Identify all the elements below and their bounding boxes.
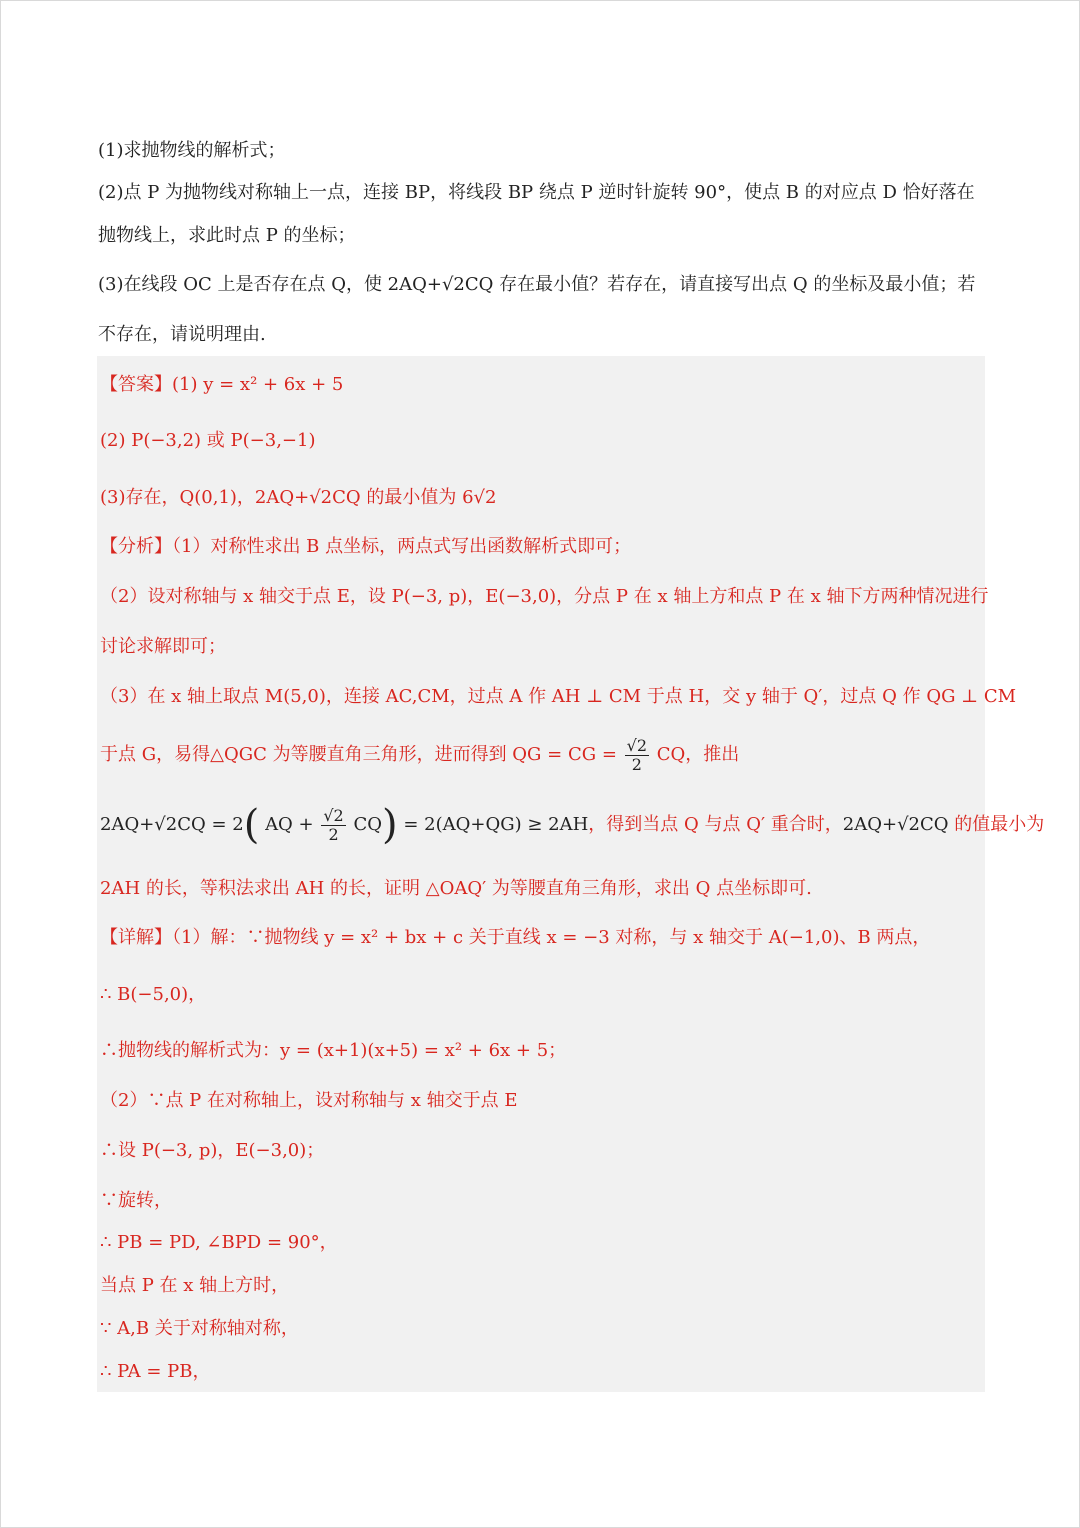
detail-8: 当点 P 在 x 轴上方时， xyxy=(100,1275,290,1296)
analysis-3-line-4: 2AH 的长，等积法求出 AH 的长，证明 △OAQ′ 为等腰直角三角形，求出 Q 点坐标即可. xyxy=(100,878,812,899)
fraction-sqrt2-over-2 xyxy=(625,737,649,774)
analysis-3-line-2-text: 于点 G，易得△QGC 为等腰直角三角形，进而得到 QG = CG = xyxy=(100,744,617,765)
answer-line-1 xyxy=(100,370,343,400)
detail-6: ∵旋转， xyxy=(100,1190,172,1211)
expr-left: 2AQ+√2CQ = 2 xyxy=(100,814,244,835)
fraction-sqrt2-over-2-inner xyxy=(321,807,345,844)
analysis-3-line-3 xyxy=(100,802,1045,848)
fraction-numerator: √2 xyxy=(323,805,344,825)
detail-line-1 xyxy=(100,923,930,953)
detail-1: （1）解：∵抛物线 y = x² + bx + c 关于直线 x = −3 对称，与 x 轴交于 A(−1,0)、B 两点， xyxy=(172,927,931,948)
expr-conclusion: ，得到当点 Q 与点 Q′ 重合时， xyxy=(588,814,843,835)
right-paren: ) xyxy=(382,802,398,848)
detail-3: ∴抛物线的解析式为：y = (x+1)(x+5) = x² + 6x + 5； xyxy=(100,1040,567,1061)
analysis-line-1 xyxy=(100,532,631,562)
expr-right: = 2(AQ+QG) ≥ 2AH xyxy=(403,814,589,835)
detail-4: （2）∵点 P 在对称轴上，设对称轴与 x 轴交于点 E xyxy=(100,1090,518,1111)
analysis-2-line-2: 讨论求解即可； xyxy=(100,636,226,657)
detail-5: ∴设 P(−3, p)，E(−3,0)； xyxy=(100,1140,325,1161)
analysis-1: （1）对称性求出 B 点坐标，两点式写出函数解析式即可； xyxy=(172,536,632,557)
fraction-numerator: √2 xyxy=(626,735,648,755)
expr-tail-text: 的值最小为 xyxy=(948,814,1045,835)
expr-tail: 2AQ+√2CQ xyxy=(842,814,949,835)
question-part-2-line-1: (2)点 P 为抛物线对称轴上一点，连接 BP，将线段 BP 绕点 P 逆时针旋转 90°，使点 B 的对应点 D 恰好落在 xyxy=(98,182,975,203)
analysis-3-line-2-tail: CQ，推出 xyxy=(656,744,740,765)
question-part-1: (1)求抛物线的解析式； xyxy=(98,140,286,161)
answer-3: (3)存在，Q(0,1)，2AQ+√2CQ 的最小值为 6√2 xyxy=(100,487,497,508)
question-part-2-line-2: 抛物线上，求此时点 P 的坐标； xyxy=(98,225,356,246)
expr-inner-a: AQ + xyxy=(265,814,314,835)
analysis-3-line-1: （3）在 x 轴上取点 M(5,0)，连接 AC,CM，过点 A 作 AH ⊥ CM 于点 H，交 y 轴于 Q′，过点 Q 作 QG ⊥ CM xyxy=(100,686,1017,707)
analysis-3-line-2 xyxy=(100,735,739,775)
expr-inner-b: CQ xyxy=(353,814,382,835)
analysis-label: 【分析】 xyxy=(100,536,172,557)
answer-label: 【答案】 xyxy=(100,374,172,395)
detail-10: ∴ PA = PB， xyxy=(100,1361,211,1382)
left-paren: ( xyxy=(243,802,260,848)
answer-2: (2) P(−3,2) 或 P(−3,−1) xyxy=(100,430,316,451)
detail-label: 【详解】 xyxy=(100,927,172,948)
answer-1: (1) y = x² + 6x + 5 xyxy=(172,374,344,395)
analysis-2-line-1: （2）设对称轴与 x 轴交于点 E，设 P(−3, p)，E(−3,0)，分点 P 在 x 轴上方和点 P 在 x 轴下方两种情况进行 xyxy=(100,586,989,607)
fraction-denominator: 2 xyxy=(328,824,339,844)
detail-7: ∴ PB = PD, ∠BPD = 90°， xyxy=(100,1232,338,1253)
question-part-3-line-1: (3)在线段 OC 上是否存在点 Q，使 2AQ+√2CQ 存在最小值？若存在，请直接写出点 Q 的坐标及最小值；若 xyxy=(98,274,976,295)
question-part-3-line-2: 不存在，请说明理由. xyxy=(98,324,266,345)
detail-9: ∵ A,B 关于对称轴对称， xyxy=(100,1318,299,1339)
fraction-denominator: 2 xyxy=(631,754,642,774)
detail-2: ∴ B(−5,0)， xyxy=(100,984,207,1005)
